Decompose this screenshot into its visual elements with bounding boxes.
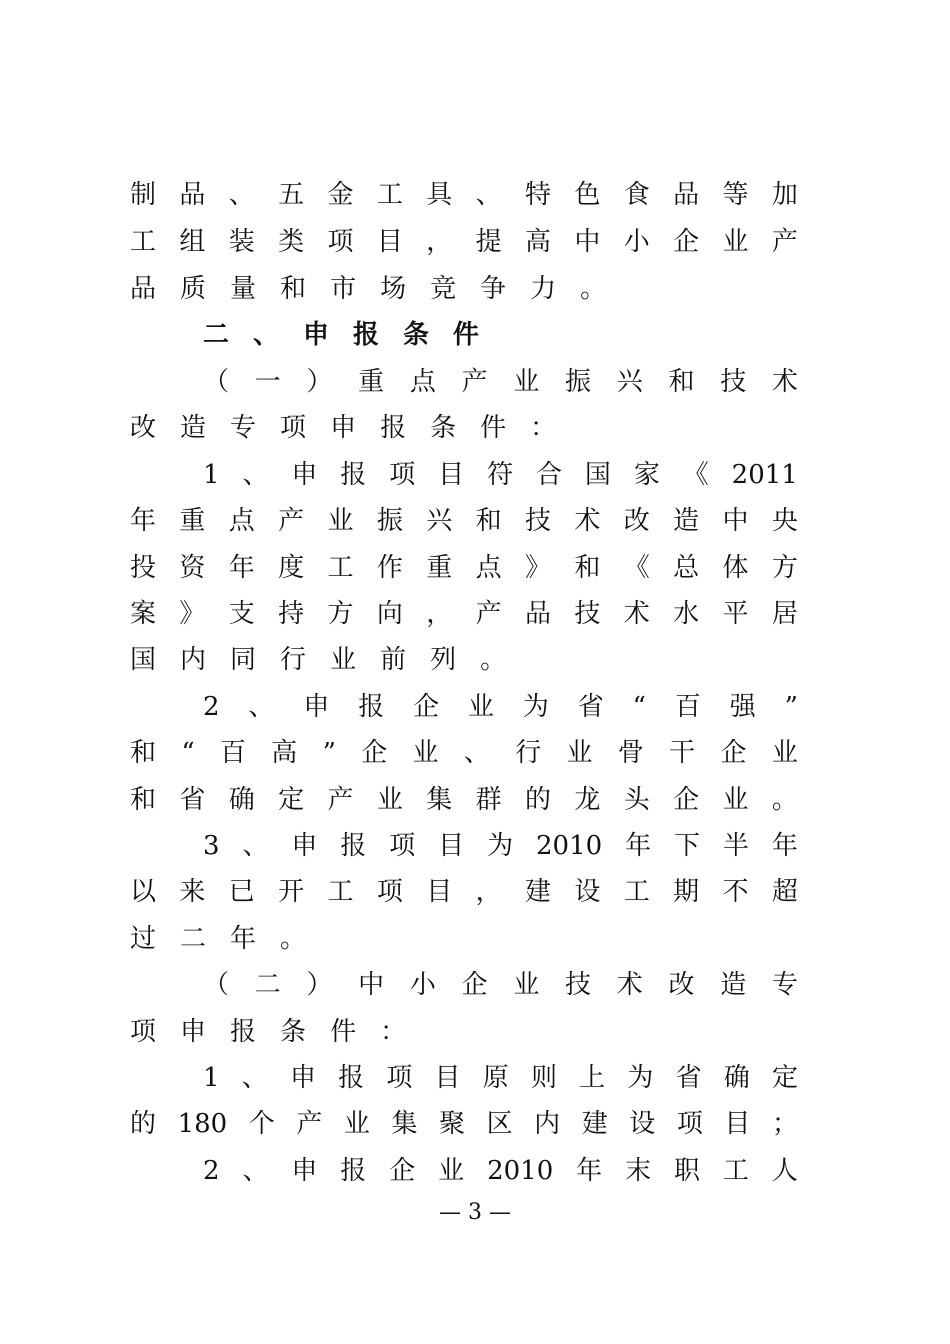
list-item-line: 2 、 申 报 企 业 2010 年 末 职 工 人 bbox=[203, 1156, 798, 1186]
body-line: 工 组 装 类 项 目 ， 提 高 中 小 企 业 产 bbox=[130, 227, 798, 257]
body-line: 和 省 确 定 产 业 集 群 的 龙 头 企 业 。 bbox=[130, 785, 798, 815]
body-line: 国 内 同 行 业 前 列 。 bbox=[130, 645, 507, 675]
body-line: 的 180 个 产 业 集 聚 区 内 建 设 项 目 ； bbox=[130, 1109, 798, 1139]
subsection-heading: （ 一 ） 重 点 产 业 振 兴 和 技 术 bbox=[203, 367, 798, 397]
page-number: — 3 — bbox=[439, 1200, 511, 1225]
list-item-line: 3 、 申 报 项 目 为 2010 年 下 半 年 bbox=[203, 831, 798, 861]
list-item-line: 1 、 申 报 项 目 原 则 上 为 省 确 定 bbox=[203, 1063, 798, 1093]
body-line: 投 资 年 度 工 作 重 点 》 和 《 总 体 方 bbox=[130, 553, 798, 583]
body-line: 以 来 已 开 工 项 目 ， 建 设 工 期 不 超 bbox=[130, 877, 798, 907]
body-line: 制 品 、 五 金 工 具 、 特 色 食 品 等 加 bbox=[130, 180, 798, 210]
body-line: 项 申 报 条 件 ： bbox=[130, 1017, 407, 1047]
body-line: 过 二 年 。 bbox=[130, 924, 307, 954]
body-line: 案 》 支 持 方 向 ， 产 品 技 术 水 平 居 bbox=[130, 599, 798, 629]
body-line: 和 “ 百 高 ” 企 业 、 行 业 骨 干 企 业 bbox=[130, 738, 798, 768]
body-line: 年 重 点 产 业 振 兴 和 技 术 改 造 中 央 bbox=[130, 506, 798, 536]
body-line: 改 造 专 项 申 报 条 件 ： bbox=[130, 413, 557, 443]
list-item-line: 1 、 申 报 项 目 符 合 国 家 《 2011 bbox=[203, 460, 798, 490]
subsection-heading: （ 二 ） 中 小 企 业 技 术 改 造 专 bbox=[203, 970, 798, 1000]
body-line: 品 质 量 和 市 场 竞 争 力 。 bbox=[130, 274, 607, 304]
section-heading: 二 、 申 报 条 件 bbox=[203, 320, 479, 350]
list-item-line: 2 、 申 报 企 业 为 省 “ 百 强 ” bbox=[203, 692, 798, 722]
